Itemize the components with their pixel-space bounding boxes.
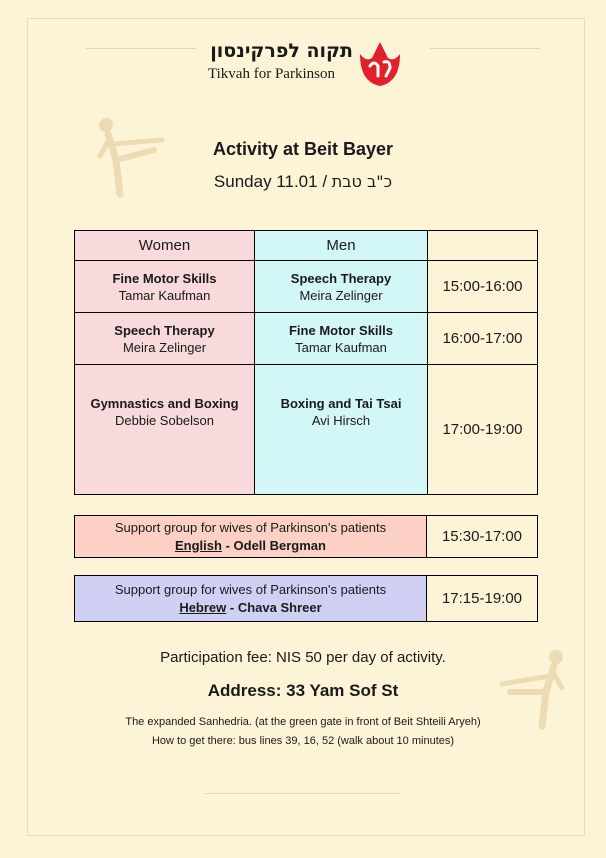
activity-name: Speech Therapy (290, 270, 392, 286)
footer-divider (205, 793, 401, 794)
date-hebrew: כ"ב טבת (331, 172, 393, 191)
activity-name: Fine Motor Skills (112, 270, 217, 286)
date-separator: / (317, 172, 332, 191)
schedule-time: 16:00-17:00 (442, 330, 523, 347)
logo-english-name: Tikvah for Parkinson (208, 66, 335, 82)
support-group-language: English (175, 537, 222, 553)
header-women: Women (75, 231, 254, 260)
event-date (0, 172, 606, 192)
support-group-language: Hebrew (179, 599, 227, 615)
activity-name: Speech Therapy (114, 322, 215, 338)
support-group-leader: Chava Shreer (237, 599, 322, 615)
instructor-name: Debbie Sobelson (114, 413, 215, 428)
participation-fee: Participation fee: NIS 50 per day of activity. (160, 649, 446, 666)
location-note: The expanded Sanhedria. (at the green gate in front of Beit Shteili Aryeh) (125, 716, 481, 728)
schedule-time: 17:00-19:00 (442, 421, 523, 438)
instructor-name: Tamar Kaufman (118, 287, 211, 303)
support-group-leader: Odell Bergman (233, 537, 326, 553)
tulip-logo-icon (356, 36, 404, 90)
support-group-details (75, 576, 427, 621)
instructor-name: Tamar Kaufman (295, 339, 387, 355)
instructor-name: Meira Zelinger (299, 287, 383, 303)
schedule-cell-women (75, 313, 254, 364)
header-men: Men (255, 231, 427, 260)
support-group-time: 15:30-17:00 (441, 528, 523, 545)
activity-name: Gymnastics and Boxing (90, 396, 239, 411)
schedule-cell-women (75, 365, 254, 494)
address: Address: 33 Yam Sof St (207, 681, 399, 700)
header-divider-left (86, 48, 196, 49)
schedule-cell-women (75, 261, 254, 312)
schedule-cell-men (255, 261, 427, 312)
header-time (428, 231, 537, 260)
page-title: Activity at Beit Bayer (212, 139, 394, 159)
header-divider-right (430, 48, 540, 49)
date-english: Sunday 11.01 (213, 172, 318, 191)
schedule-cell-men (255, 365, 427, 494)
activity-name: Boxing and Tai Tsai (280, 396, 402, 411)
table-divider (75, 312, 537, 313)
support-group-separator: - (226, 599, 238, 615)
activity-name: Fine Motor Skills (288, 322, 393, 338)
schedule-table (74, 230, 538, 495)
logo-hebrew-name: תקוה לפרקינסון (210, 40, 353, 62)
support-group-title: Support group for wives of Parkinson's patients (114, 581, 387, 597)
instructor-name: Meira Zelinger (122, 339, 207, 355)
instructor-name: Avi Hirsch (311, 413, 371, 428)
table-divider (254, 231, 255, 494)
support-group-time: 17:15-19:00 (441, 590, 523, 607)
support-group-title: Support group for wives of Parkinson's patients (114, 519, 387, 535)
support-group-separator: - (221, 537, 234, 553)
table-divider (427, 231, 428, 494)
schedule-cell-men (255, 313, 427, 364)
table-divider (75, 260, 537, 261)
support-group-hebrew (74, 575, 538, 622)
support-group-leader-line (179, 599, 321, 617)
table-divider (75, 364, 537, 365)
transport-note: How to get there: bus lines 39, 16, 52 (walk about 10 minutes) (151, 735, 455, 747)
support-group-leader-line (175, 537, 326, 555)
support-group-english (74, 515, 538, 558)
support-group-details (75, 516, 427, 557)
schedule-time: 15:00-16:00 (442, 278, 523, 295)
